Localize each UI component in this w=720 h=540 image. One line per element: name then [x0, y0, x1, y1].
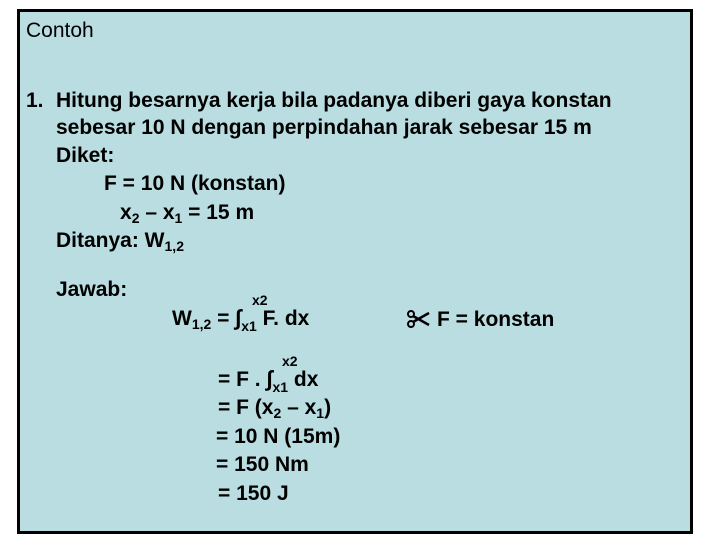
known-force: F = 10 N (konstan): [104, 172, 286, 195]
equation-step-2: = F . $\int_{x1}$ dx: [218, 366, 319, 395]
equation-step-4: = 10 N (15m): [216, 425, 341, 448]
integral-sign: ∫: [235, 305, 242, 330]
equation-step-5: = 150 Nm: [216, 453, 309, 476]
constant-note: F = konstan: [407, 308, 554, 332]
integral-lower-limit: x1: [241, 318, 257, 334]
problem-line-1: Hitung besarnya kerja bila padanya diberi gaya konstan: [56, 89, 612, 112]
problem-number: 1.: [26, 89, 44, 112]
work-equation: $W1,2 = \int_{x1}$ F. dx: [172, 305, 310, 334]
equation-step-3: = F (x2 – x1): [218, 396, 332, 421]
integral-upper-limit-2: x2: [282, 353, 298, 369]
known-label: Diket:: [56, 144, 115, 167]
known-displacement: x2 – x1 = 15 m: [120, 201, 255, 226]
integral-upper-limit: x2: [252, 292, 268, 308]
equation-step-6: = 150 J: [218, 482, 289, 505]
asked-line: Ditanya: W1,2: [56, 229, 184, 254]
slide-title: Contoh: [26, 19, 94, 42]
slide-panel: [17, 9, 693, 534]
problem-line-2: sebesar 10 N dengan perpindahan jarak sebesar 15 m: [56, 116, 592, 139]
scissors-icon: [407, 309, 431, 329]
answer-label: Jawab:: [56, 278, 128, 301]
